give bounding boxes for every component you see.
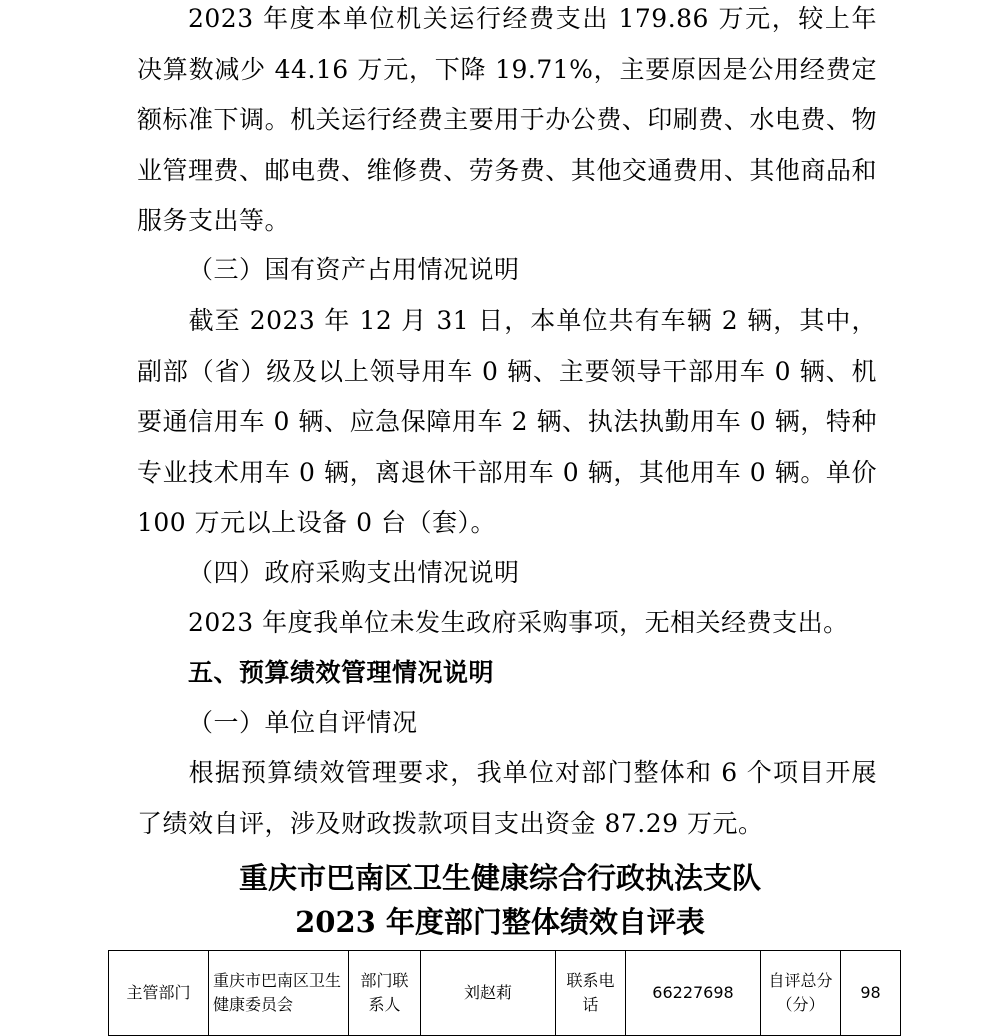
phone-label-cell: 联系电话 xyxy=(556,951,626,1036)
heading-self-evaluation: （一）单位自评情况 xyxy=(188,708,418,737)
table-title-line2: 2023 年度部门整体绩效自评表 xyxy=(295,905,705,939)
dept-value-cell: 重庆市巴南区卫生健康委员会 xyxy=(209,951,349,1036)
table-row xyxy=(109,951,901,1036)
phone-value-cell: 66227698 xyxy=(626,951,761,1036)
paragraph-procurement: 2023 年度我单位未发生政府采购事项，无相关经费支出。 xyxy=(188,608,849,637)
paragraph-self-evaluation: 根据预算绩效管理要求，我单位对部门整体和 6 个项目开展了绩效自评，涉及财政拨款项目支出资金 87.29 万元。 xyxy=(137,758,877,838)
contact-value-cell: 刘赵莉 xyxy=(421,951,556,1036)
heading-government-procurement: （四）政府采购支出情况说明 xyxy=(188,558,520,587)
table-title-line1: 重庆市巴南区卫生健康综合行政执法支队 xyxy=(238,861,761,895)
score-value-cell: 98 xyxy=(841,951,901,1036)
paragraph-vehicles: 截至 2023 年 12 月 31 日，本单位共有车辆 2 辆，其中，副部（省）级及以上领导用车 0 辆、主要领导干部用车 0 辆、机要通信用车 0 辆、应急保障用车 2 辆、执法执勤用车 0 辆，特种专业技术用车 0 辆，离退休干部用车 0 辆，其他用车 0 辆。单价 100 万元以上设备 0 台（套）。 xyxy=(137,306,877,538)
dept-label-cell: 主管部门 xyxy=(109,951,209,1036)
score-label-cell: 自评总分（分） xyxy=(761,951,841,1036)
heading-performance-management: 五、预算绩效管理情况说明 xyxy=(188,658,495,687)
contact-label-cell: 部门联系人 xyxy=(349,951,421,1036)
heading-state-assets: （三）国有资产占用情况说明 xyxy=(188,255,520,284)
paragraph-operating-costs: 2023 年度本单位机关运行经费支出 179.86 万元，较上年决算数减少 44.16 万元，下降 19.71%，主要原因是公用经费定额标准下调。机关运行经费主要用于办公费、印刷费、水电费、物业管理费、邮电费、维修费、劳务费、其他交通费用、其他商品和服务支出等。 xyxy=(137,4,877,236)
self-evaluation-table xyxy=(108,950,901,1036)
